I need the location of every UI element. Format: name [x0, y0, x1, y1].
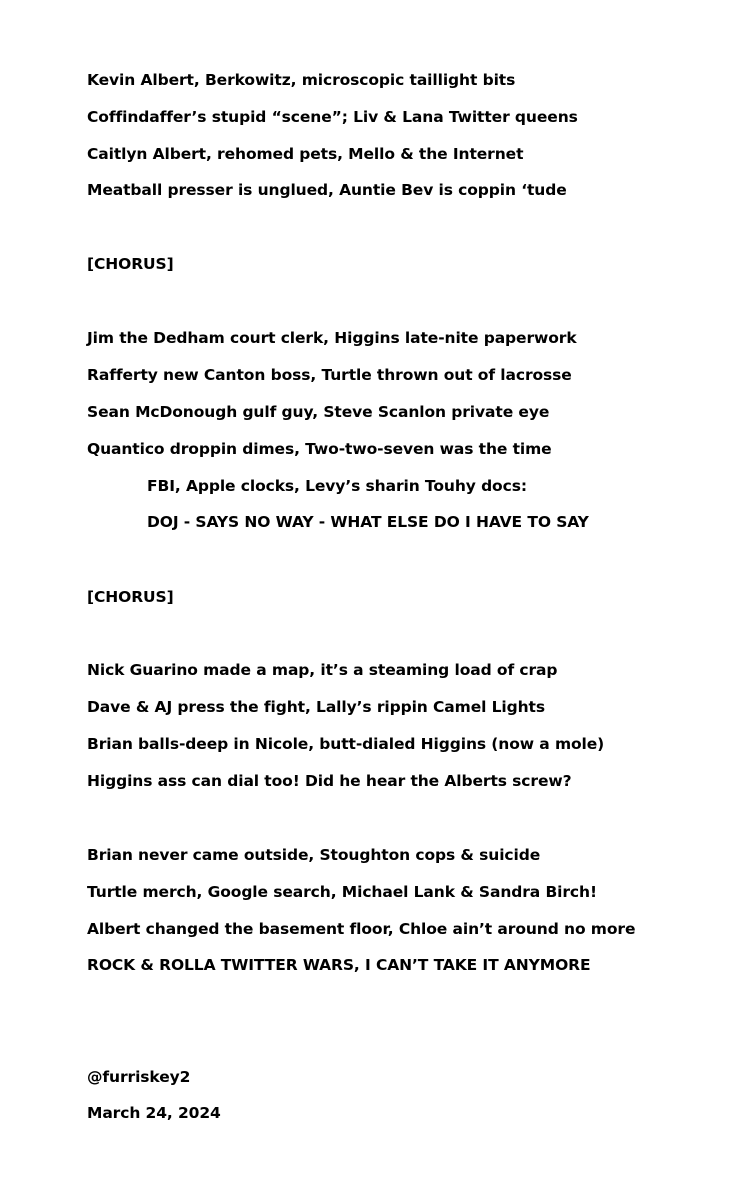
- chorus-marker: [CHORUS]: [87, 588, 174, 606]
- lyric-line: Brian balls-deep in Nicole, butt-dialed Higgins (now a mole): [87, 735, 605, 753]
- lyric-line: Rafferty new Canton boss, Turtle thrown out of lacrosse: [87, 366, 572, 384]
- lyric-line: Sean McDonough gulf guy, Steve Scanlon private eye: [87, 403, 550, 421]
- lyric-line: Meatball presser is unglued, Auntie Bev is coppin ‘tude: [87, 181, 567, 199]
- lyric-line: Albert changed the basement floor, Chloe ain’t around no more: [87, 920, 636, 938]
- lyric-line: Dave & AJ press the fight, Lally’s rippin Camel Lights: [87, 698, 545, 716]
- lyric-line: Caitlyn Albert, rehomed pets, Mello & the Internet: [87, 145, 524, 163]
- lyric-line: Turtle merch, Google search, Michael Lank & Sandra Birch!: [87, 883, 597, 901]
- lyric-line: Quantico droppin dimes, Two-two-seven was the time: [87, 440, 552, 458]
- lyric-line-indented: FBI, Apple clocks, Levy’s sharin Touhy docs:: [147, 477, 527, 495]
- lyric-line: ROCK & ROLLA TWITTER WARS, I CAN’T TAKE IT ANYMORE: [87, 956, 591, 974]
- date-line: March 24, 2024: [87, 1104, 221, 1122]
- lyric-line: Jim the Dedham court clerk, Higgins late-nite paperwork: [87, 329, 577, 347]
- chorus-marker: [CHORUS]: [87, 255, 174, 273]
- lyric-line: Brian never came outside, Stoughton cops & suicide: [87, 846, 541, 864]
- lyric-line-indented: DOJ - SAYS NO WAY - WHAT ELSE DO I HAVE TO SAY: [147, 513, 589, 531]
- lyric-line: Kevin Albert, Berkowitz, microscopic taillight bits: [87, 71, 516, 89]
- author-handle: @furriskey2: [87, 1068, 191, 1086]
- lyric-line: Higgins ass can dial too! Did he hear the Alberts screw?: [87, 772, 572, 790]
- lyric-line: Nick Guarino made a map, it’s a steaming load of crap: [87, 661, 558, 679]
- lyric-line: Coffindaffer’s stupid “scene”; Liv & Lana Twitter queens: [87, 108, 578, 126]
